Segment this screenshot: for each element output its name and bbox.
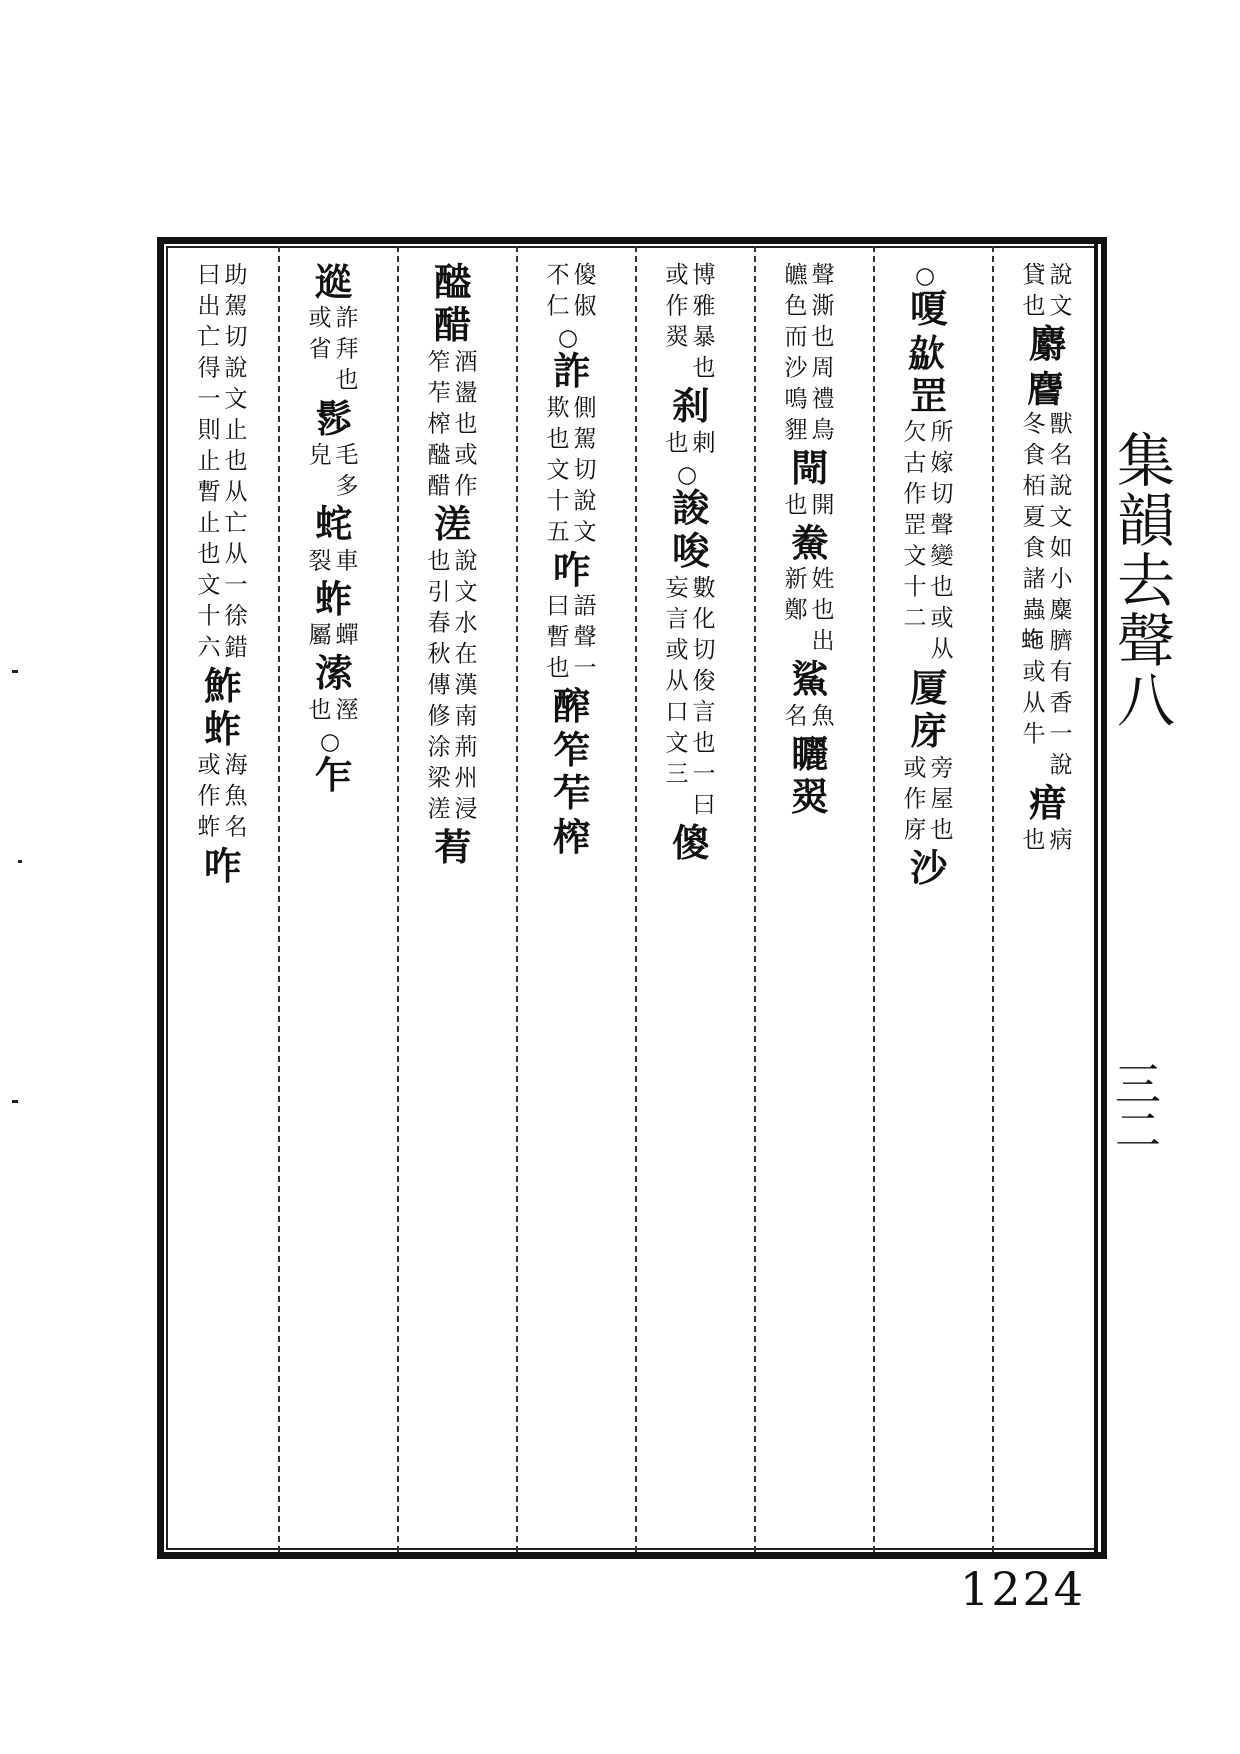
annotation-line-right: 說文	[1045, 262, 1072, 325]
annotation-line-left: 笮苲榨醠醋	[423, 348, 449, 505]
headword: 傻	[665, 822, 710, 867]
annotation-pair	[542, 262, 596, 325]
annotation-pair	[1018, 410, 1072, 784]
annotation-pair	[193, 262, 247, 666]
headword: 誜	[665, 487, 710, 532]
annotation-line-left: 也引春秋傳修涂梁溠	[423, 547, 449, 827]
headword: 沙	[903, 847, 948, 892]
annotation-pair	[1018, 826, 1072, 858]
annotation-line-left: 也	[780, 491, 806, 523]
annotation-line-left: 屬	[304, 622, 330, 654]
annotation-line-left: 也	[1018, 826, 1044, 858]
annotation-line-right: 剌	[688, 429, 715, 461]
margin-title: 集韻去聲八	[1107, 430, 1175, 730]
section-circle-mark: ○	[554, 324, 582, 352]
annotation-line-left: 欠古作罡文十二	[899, 419, 925, 637]
annotation-line-right: 魚	[807, 702, 834, 734]
annotation-line-right: 姓也出	[807, 566, 834, 660]
section-circle-mark: ○	[316, 727, 344, 755]
annotation-line-right: 說文水在漢南荊州浸	[450, 547, 477, 827]
headword: 閜	[784, 448, 829, 492]
text-column-3	[747, 262, 865, 1552]
annotation-line-right: 車	[331, 547, 358, 579]
annotation-line-left: 或作翜	[661, 262, 687, 356]
annotation-line-left: 或作蚱	[193, 752, 219, 846]
headword: 䒴	[427, 826, 472, 871]
annotation-line-left: 曰暫也	[542, 593, 568, 687]
headword: 蚱	[308, 578, 353, 623]
headword: 笮	[546, 729, 591, 774]
annotation-line-right: 所嫁切聲變也或从	[926, 419, 953, 668]
headword: 嗄	[903, 289, 948, 333]
annotation-line-left: 冬食栢夏食諸蟲𧉮或从牛	[1018, 410, 1044, 753]
text-column-4	[628, 262, 746, 1552]
headword: 矖	[784, 733, 829, 778]
annotation-line-right: 數化切俊言也一曰	[688, 574, 715, 823]
headword: 苲	[546, 773, 591, 817]
section-circle-mark: ○	[673, 460, 701, 488]
headword: 醋	[427, 305, 472, 349]
annotation-line-right: 蟬	[331, 622, 358, 654]
headword: 䖳	[308, 504, 353, 548]
annotation-line-left: 欺也文十五	[542, 394, 568, 550]
annotation-pair	[304, 442, 358, 505]
annotation-line-left: 新鄭	[780, 566, 806, 629]
annotation-line-left: 裂	[304, 547, 330, 579]
annotation-line-right: 毛多	[331, 442, 358, 505]
annotation-pair	[193, 752, 247, 846]
annotation-pair	[661, 574, 715, 823]
headword: 鮝	[784, 522, 829, 567]
margin-leaf-number: 三二	[1108, 1060, 1162, 1152]
annotation-line-left: 或省	[304, 305, 330, 368]
annotation-line-right: 助駕切說文止也从亡从一徐錯	[220, 262, 247, 666]
annotation-pair	[1018, 262, 1072, 325]
annotation-line-right: 聲澌也周禮鳥	[807, 262, 834, 449]
annotation-pair	[661, 262, 715, 387]
section-circle-mark: ○	[911, 262, 939, 289]
headword: 刹	[665, 386, 710, 430]
annotation-pair	[780, 566, 834, 660]
annotation-pair	[780, 491, 834, 523]
text-column-8	[160, 262, 278, 1552]
annotation-pair	[780, 262, 834, 449]
headword: 𪊨	[1022, 367, 1067, 411]
annotation-line-right: 語聲一	[569, 593, 596, 687]
annotation-line-right: 酒盪也或作	[450, 348, 477, 505]
annotation-line-left: 皃	[304, 442, 330, 474]
annotation-line-left: 曰出亡得一則止暫止也文十六	[193, 262, 219, 666]
annotation-line-right: 詐拜也	[331, 305, 358, 399]
annotation-line-right: 開	[807, 491, 834, 523]
annotation-line-left: 也	[304, 696, 330, 728]
headword: 髿	[308, 398, 353, 442]
headword: 溹	[308, 653, 353, 697]
text-column-7	[271, 262, 389, 1552]
annotation-line-left: 也	[661, 429, 687, 461]
annotation-pair	[304, 547, 358, 579]
annotation-line-right: 獸名說文如小麋臍有香一說	[1045, 410, 1072, 784]
annotation-line-right: 海魚名	[220, 752, 247, 846]
scan-speck	[18, 860, 22, 863]
page-number: 1224	[960, 1562, 1086, 1616]
annotation-line-right: 側駕切說文	[569, 394, 596, 550]
headword: 唆	[665, 531, 710, 575]
annotation-line-right: 溼	[331, 696, 358, 728]
annotation-line-right: 博雅暴也	[688, 262, 715, 387]
headword: 鯊	[784, 659, 829, 703]
annotation-line-right: 病	[1045, 826, 1072, 858]
annotation-pair	[304, 305, 358, 399]
headword: 瘄	[1022, 783, 1067, 827]
annotation-line-left: 皫色而沙鳴貍	[780, 262, 806, 449]
headword: 醡	[546, 686, 591, 730]
headword: 咋	[197, 845, 242, 889]
headword: 𣢩	[903, 332, 948, 376]
headword: 庌	[903, 711, 948, 755]
headword: 罡	[903, 375, 948, 420]
text-column-2	[866, 262, 984, 1552]
annotation-pair	[780, 702, 834, 734]
annotation-pair	[661, 429, 715, 461]
annotation-line-right: 旁屋也	[926, 754, 953, 848]
headword: 溠	[427, 504, 472, 548]
headword: 蚱	[197, 708, 242, 753]
annotation-pair	[899, 754, 953, 848]
headword: 鮓	[197, 665, 242, 709]
annotation-pair	[542, 593, 596, 687]
annotation-pair	[423, 348, 477, 505]
scan-speck	[12, 1100, 18, 1103]
annotation-pair	[899, 419, 953, 668]
scan-speck	[12, 670, 18, 673]
annotation-pair	[423, 547, 477, 827]
annotation-line-left: 名	[780, 702, 806, 734]
headword: 咋	[546, 549, 591, 594]
annotation-pair	[304, 696, 358, 728]
headword: 厦	[903, 667, 948, 712]
headword: 乍	[308, 754, 353, 798]
headword: 翜	[784, 777, 829, 821]
annotation-line-left: 貸也	[1018, 262, 1044, 325]
annotation-line-right: 傻俶	[569, 262, 596, 325]
text-column-6	[390, 262, 508, 1552]
annotation-pair	[542, 394, 596, 550]
text-column-5	[509, 262, 627, 1552]
headword: 䢨	[308, 262, 353, 306]
headword: 麝	[1022, 324, 1067, 368]
annotation-line-left: 妄言或从口文三	[661, 574, 687, 792]
headword: 詐	[546, 351, 591, 395]
annotation-pair	[304, 622, 358, 654]
text-column-1	[985, 262, 1103, 1552]
headword: 醠	[427, 262, 472, 306]
headword: 榨	[546, 816, 591, 861]
annotation-line-left: 不仁	[542, 262, 568, 325]
annotation-line-left: 或作庌	[899, 754, 925, 848]
